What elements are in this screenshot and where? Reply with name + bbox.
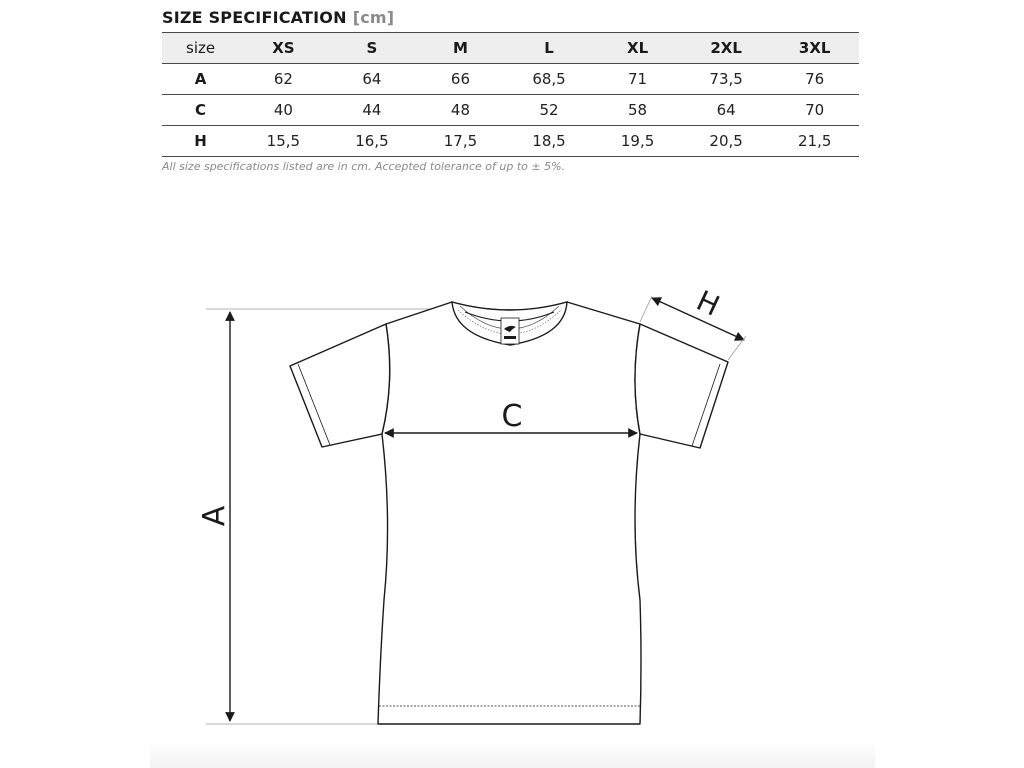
table-cell: 64	[328, 64, 417, 95]
table-cell: 70	[770, 95, 859, 126]
table-cell: 52	[505, 95, 594, 126]
tshirt-outline	[290, 302, 728, 724]
size-header-s: S	[328, 33, 417, 64]
table-cell: 58	[593, 95, 682, 126]
size-header-l: L	[505, 33, 594, 64]
size-corner-label: size	[162, 33, 239, 64]
table-cell: 48	[416, 95, 505, 126]
table-cell: 19,5	[593, 126, 682, 157]
table-cell: 44	[328, 95, 417, 126]
table-cell: 17,5	[416, 126, 505, 157]
bottom-shade	[150, 740, 875, 768]
table-cell: 71	[593, 64, 682, 95]
spec-title-text: SIZE SPECIFICATION	[162, 8, 347, 27]
size-header-m: M	[416, 33, 505, 64]
row-label-h: H	[162, 126, 239, 157]
row-label-c: C	[162, 95, 239, 126]
size-header-xs: XS	[239, 33, 328, 64]
table-cell: 16,5	[328, 126, 417, 157]
neck-label	[501, 318, 519, 344]
table-cell: 68,5	[505, 64, 594, 95]
dimension-c-label: C	[501, 399, 523, 434]
dimension-a-label: A	[197, 505, 232, 527]
table-cell: 66	[416, 64, 505, 95]
table-cell: 76	[770, 64, 859, 95]
h-guide-right	[728, 336, 746, 360]
row-label-a: A	[162, 64, 239, 95]
tolerance-note: All size specifications listed are in cm. Accepted tolerance of up to ± 5%.	[162, 160, 566, 173]
table-cell: 64	[682, 95, 771, 126]
table-cell: 21,5	[770, 126, 859, 157]
size-header-2xl: 2XL	[682, 33, 771, 64]
table-cell: 20,5	[682, 126, 771, 157]
dimension-h-label: H	[691, 283, 725, 323]
size-header-xl: XL	[593, 33, 682, 64]
size-header-3xl: 3XL	[770, 33, 859, 64]
spec-title-unit: [cm]	[352, 8, 395, 27]
table-cell: 62	[239, 64, 328, 95]
table-cell: 18,5	[505, 126, 594, 157]
table-cell: 73,5	[682, 64, 771, 95]
h-guide-left	[640, 296, 652, 322]
table-cell: 15,5	[239, 126, 328, 157]
table-cell: 40	[239, 95, 328, 126]
